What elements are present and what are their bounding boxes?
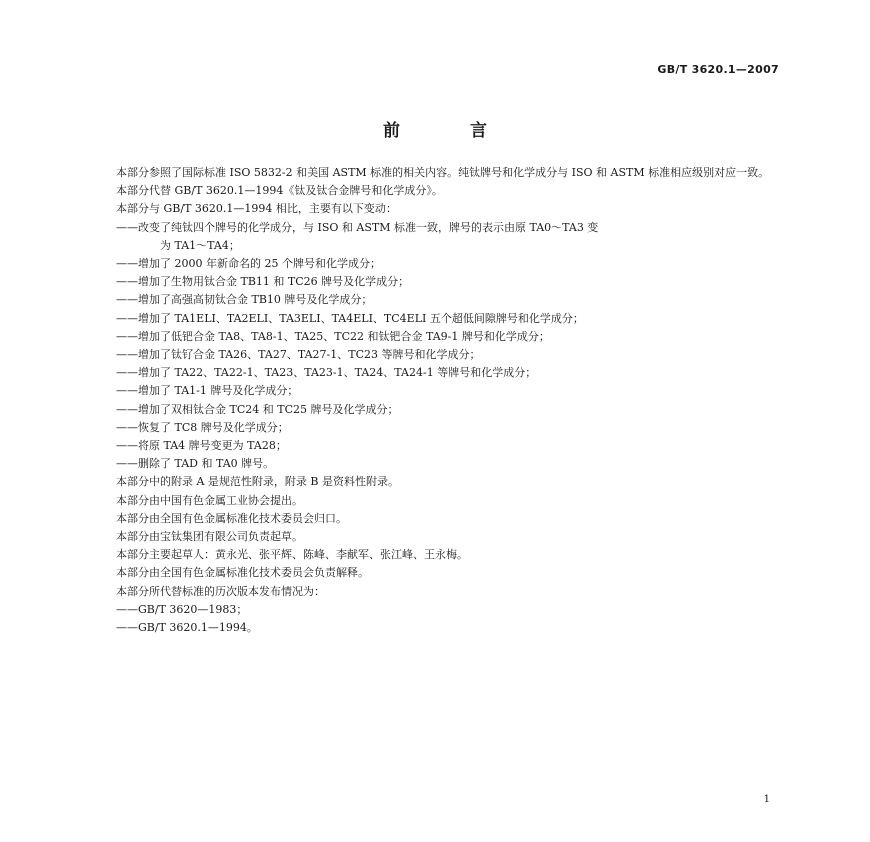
change-list-item: ——增加了生物用钛合金 TB11 和 TC26 牌号及化学成分； <box>116 275 410 289</box>
page-number: 1 <box>763 794 770 805</box>
paragraph: 本部分所代替标准的历次版本发布情况为： <box>116 584 325 598</box>
change-list-item: ——删除了 TAD 和 TA0 牌号。 <box>116 457 275 471</box>
change-list-item: ——增加了 2000 年新命名的 25 个牌号和化学成分； <box>116 257 381 271</box>
standard-number: GB/T 3620.1—2007 <box>657 63 779 76</box>
change-list-item: ——增加了钛钌合金 TA26、TA27、TA27-1、TC23 等牌号和化学成分； <box>116 348 481 362</box>
change-list-item: ——增加了高强高韧钛合金 TB10 牌号及化学成分； <box>116 293 373 307</box>
paragraph: 本部分代替 GB/T 3620.1—1994《钛及钛合金牌号和化学成分》。 <box>116 184 443 198</box>
paragraph: 本部分主要起草人：黄永光、张平辉、陈峰、李献军、张江峰、王永梅。 <box>116 548 468 562</box>
paragraph: 本部分由全国有色金属标准化技术委员会归口。 <box>116 511 347 525</box>
paragraph: 本部分参照了国际标准 ISO 5832-2 和美国 ASTM 标准的相关内容。纯钛牌号和化学成分与 ISO 和 ASTM 标准相应级别对应一致。 <box>116 166 770 179</box>
change-list-item: ——增加了双相钛合金 TC24 和 TC25 牌号及化学成分； <box>116 402 399 416</box>
change-list-item: ——恢复了 TC8 牌号及化学成分； <box>116 420 289 434</box>
paragraph: 本部分由中国有色金属工业协会提出。 <box>116 493 303 507</box>
change-text-continued: 为 TA1～TA4； <box>160 238 240 252</box>
document-body <box>94 164 789 637</box>
paragraph: 本部分与 GB/T 3620.1—1994 相比，主要有以下变动： <box>116 202 397 216</box>
change-list-item: ——增加了 TA1ELI、TA2ELI、TA3ELI、TA4ELI、TC4ELI 五个超低间隙牌号和化学成分； <box>116 311 584 325</box>
change-list-item: ——增加了 TA1-1 牌号及化学成分； <box>116 384 299 398</box>
change-list-item: ——增加了 TA22、TA22-1、TA23、TA23-1、TA24、TA24-1 等牌号和化学成分； <box>116 366 537 380</box>
change-list-item: ——将原 TA4 牌号变更为 TA28； <box>116 439 287 453</box>
history-item: ——GB/T 3620.1—1994。 <box>116 621 258 635</box>
change-list-item <box>94 219 789 255</box>
change-text: ——改变了纯钛四个牌号的化学成分，与 ISO 和 ASTM 标准一致，牌号的表示由原 TA0～TA3 变 <box>116 220 599 234</box>
paragraph: 本部分中的附录 A 是规范性附录，附录 B 是资料性附录。 <box>116 475 400 489</box>
page-title: 前 言 <box>383 121 519 141</box>
change-list-item: ——增加了低钯合金 TA8、TA8-1、TA25、TC22 和钛钯合金 TA9-1 牌号和化学成分； <box>116 329 550 343</box>
paragraph: 本部分由宝钛集团有限公司负责起草。 <box>116 530 303 544</box>
paragraph: 本部分由全国有色金属标准化技术委员会负责解释。 <box>116 566 369 580</box>
history-item: ——GB/T 3620—1983； <box>116 602 248 616</box>
